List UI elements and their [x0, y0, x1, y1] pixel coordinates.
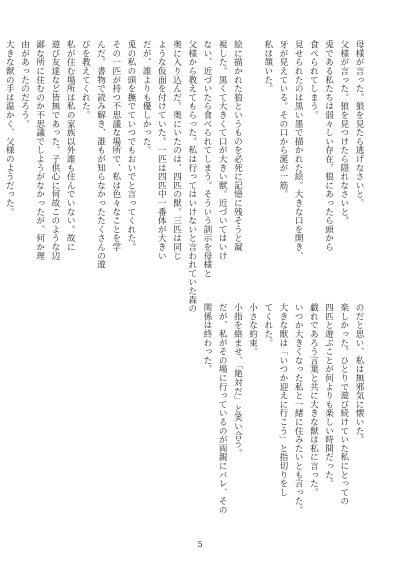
- lower-text-line: 小指を絡ませ、「絶対だ」と笑い合う。: [232, 303, 243, 458]
- upper-text-line: 父様から教えてもらった。私は行ってはいけないと言われていた森の: [186, 40, 197, 313]
- upper-text-line: びを教えてくれた。: [80, 40, 91, 120]
- upper-text-line: ような仮面を付けていた。一匹は四匹中一番体が大きい: [156, 40, 167, 260]
- lower-text-line: いつか大きくなった私と一緒に住みたいとも言った。: [293, 303, 304, 515]
- lower-text-line: だが、私がその場に行っているのが両親にバレ、その: [217, 303, 228, 515]
- upper-text-line: 大きな獣の手は温かく、父様のようだった。: [4, 40, 15, 216]
- upper-text-line: んだ。書物で読み解き、誰もが知らなかったたくさんの遊: [95, 40, 106, 269]
- upper-text-line: ない、近づいたら食べられてしまう。そういう訓示を母様と: [201, 40, 212, 278]
- upper-text-line: 私が住む場所は私の家族以外誰も住んでいない。故に: [65, 40, 76, 252]
- upper-text-line: 鄙な所に住むのか不思議でしようがなかったが、何か理: [34, 40, 45, 260]
- upper-text-line: だが、誰よりも優しかった。: [141, 40, 152, 155]
- upper-text-line: 食べられてしまう。: [308, 40, 319, 120]
- lower-text-line: 関係は終わった。: [201, 303, 212, 374]
- upper-text-block: [4, 40, 366, 313]
- lower-text-line: のだと思い、私は無邪気に懐いた。: [354, 303, 364, 444]
- upper-text-line: 見せられたのは黒い墨で描かれた絵。大きな口を開き、: [293, 40, 304, 260]
- page-number: 5: [197, 540, 203, 549]
- upper-text-line: 絵に描かれた狼というものを必死に記憶に残そうと凝: [232, 40, 243, 252]
- upper-text-line: その一匹が持つ不思議な場所で、私は色々なことを学: [110, 40, 121, 252]
- upper-text-line: 視した。黒くて大きくて口が大きい獣。近づいてはいけ: [217, 40, 228, 260]
- lower-text-line: 小さな約束。: [247, 303, 258, 356]
- upper-text-line: 牙が見えている。その口から涎が一筋。: [277, 40, 288, 199]
- lower-text-line: 楽しかった。ひとりで遊び続けていた私にとっての: [338, 303, 349, 506]
- upper-text-line: [0, 40, 1, 272]
- upper-text-line: 兎の私の頭を撫でていつでもおいでと言ってくれた。: [125, 40, 136, 252]
- lower-text-line: 戯れであろう言葉と共に大きな獣は私に言った。: [308, 303, 319, 497]
- lower-text-line: てくれた。: [262, 303, 273, 347]
- upper-text-line: 兎である私たちは弱々しい存在。狼にあったら頭から: [323, 40, 334, 252]
- upper-text-line: 奥に入り込んだ。奥にいたのは、四匹の獣。三匹は同じ: [171, 40, 182, 260]
- lower-text-line: 四匹と遊ぶことが何よりも楽しい時間だった。: [323, 303, 334, 488]
- upper-text-line: 父様が言った。狼を見つけたら隠れなさいと。: [338, 40, 349, 225]
- upper-text-line: 母様が言った。狼を見たら逃げなさいと。: [354, 40, 364, 208]
- lower-text-line: 大きな獣は「いつか迎えに行こう」と指切りをし: [277, 303, 288, 497]
- upper-text-line: 私は頷いた。: [262, 40, 273, 93]
- lower-text-block: [36, 303, 366, 535]
- upper-text-line: 遊び友達など皆無であった。子供心に何故このような辺: [49, 40, 60, 260]
- upper-text-line: 由があったのだろう。: [19, 40, 30, 128]
- upper-text-line: [244, 40, 259, 272]
